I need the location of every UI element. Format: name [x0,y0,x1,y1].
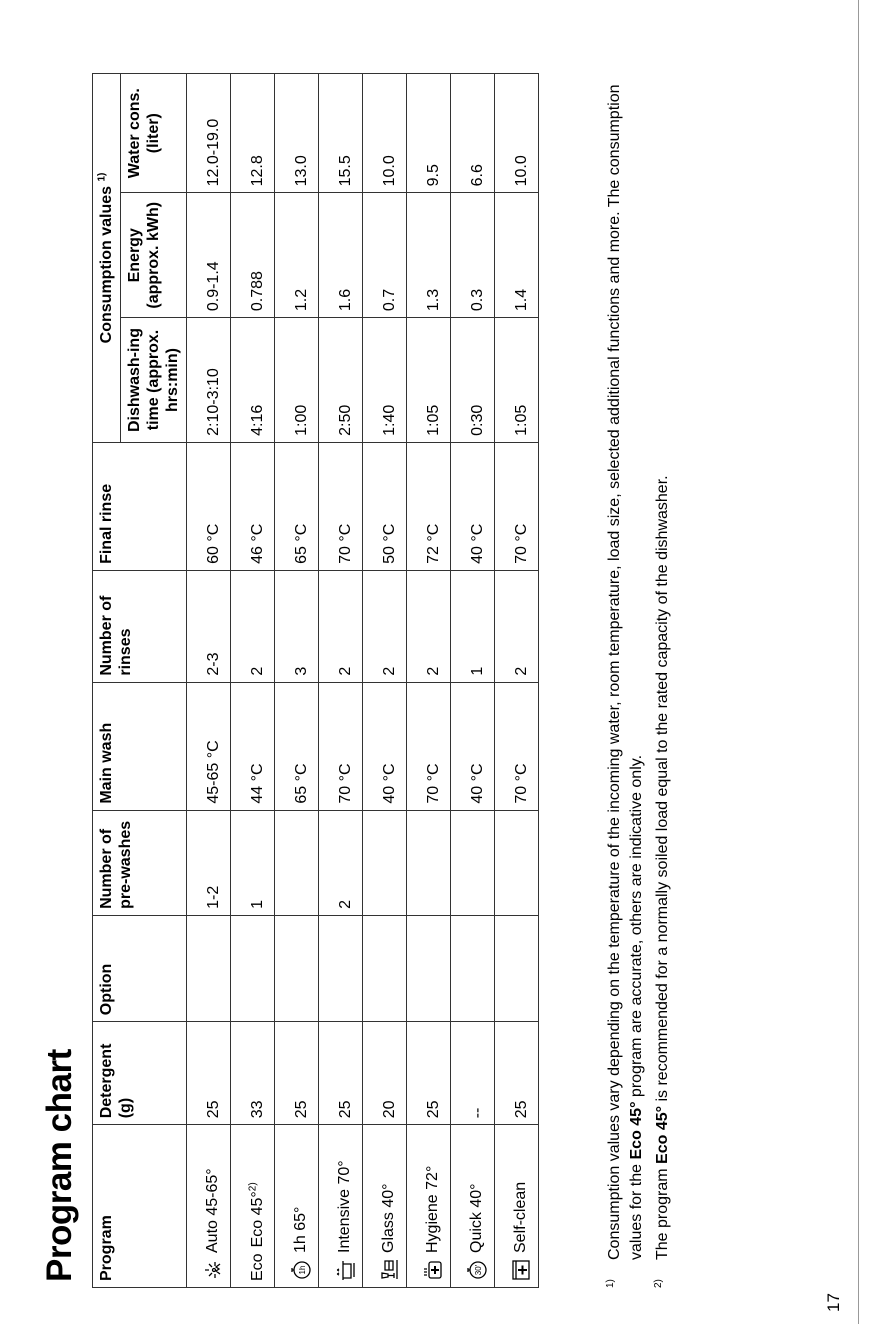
cell-main-wash: 44 °C [231,682,275,810]
table-row [275,74,319,1288]
cell-detergent: 25 [407,1022,451,1125]
eco-icon: Eco [248,1253,266,1281]
footnote-program-name: Eco 45° [628,1101,645,1160]
cell-main-wash: 70 °C [407,682,451,810]
cell-energy: 1.3 [407,193,451,318]
program-chart-table [92,73,539,1288]
cell-option [231,915,275,1021]
header-option: Option [93,915,187,1021]
header-final-rinse: Final rinse [93,442,187,570]
cell-option [363,915,407,1021]
cell-main-wash: 40 °C [363,682,407,810]
header-prewashes: Number of pre-washes [93,810,187,915]
header-detergent: Detergent (g) [93,1022,187,1125]
footnote-2 [652,48,674,1288]
cell-energy: 1.6 [319,193,363,318]
cell-final-rinse: 60 °C [187,442,231,570]
cell-main-wash: 40 °C [451,682,495,810]
cell-energy: 0.788 [231,193,275,318]
cell-time: 2:10-3:10 [187,318,231,443]
cell-water: 10.0 [495,74,539,193]
cell-program [187,1125,231,1288]
self-clean-program-icon [511,1259,531,1281]
cell-program [495,1125,539,1288]
page-divider [858,0,859,1324]
header-consumption-note: 1) [96,172,108,182]
footnote-mark: 2) [653,1279,664,1288]
cell-final-rinse: 72 °C [407,442,451,570]
cell-time: 1:00 [275,318,319,443]
svg-text:1h: 1h [298,1265,307,1275]
table-row [495,74,539,1288]
footnote-program-name: Eco 45° [654,1105,671,1164]
page-number: 17 [824,1293,843,1312]
cell-option [319,915,363,1021]
cell-prewashes [407,810,451,915]
footnote-text: The program [654,1163,671,1260]
cell-rinses: 2-3 [187,570,231,682]
header-consumption [93,74,121,443]
header-water: Water cons. (liter) [121,74,187,193]
table-row [319,74,363,1288]
header-consumption-label: Consumption values [98,185,115,344]
cell-water: 13.0 [275,74,319,193]
cell-time: 1:40 [363,318,407,443]
cell-water: 6.6 [451,74,495,193]
table-row [363,74,407,1288]
hygiene-program-icon [423,1259,443,1281]
footnote-1 [604,48,648,1288]
program-name: Auto 45-65° [204,1168,222,1253]
table-row [407,74,451,1288]
cell-time: 1:05 [495,318,539,443]
cell-water: 9.5 [407,74,451,193]
cell-time: 1:05 [407,318,451,443]
cell-option [275,915,319,1021]
cell-final-rinse: 70 °C [495,442,539,570]
cell-energy: 0.9-1.4 [187,193,231,318]
cell-time: 2:50 [319,318,363,443]
program-name: Self-clean [512,1181,530,1253]
cell-detergent: 25 [495,1022,539,1125]
auto-program-icon [203,1259,223,1281]
cell-prewashes [495,810,539,915]
cell-energy: 0.3 [451,193,495,318]
program-name: Hygiene 72° [424,1165,442,1253]
cell-program [363,1125,407,1288]
cell-rinses: 2 [319,570,363,682]
intensive-pot-icon [335,1259,355,1281]
cell-option [495,915,539,1021]
cell-final-rinse: 46 °C [231,442,275,570]
cell-water: 10.0 [363,74,407,193]
cell-main-wash: 70 °C [495,682,539,810]
cell-energy: 1.4 [495,193,539,318]
1h-program-icon [291,1259,311,1281]
glass-program-icon [379,1259,399,1281]
cell-detergent: 25 [319,1022,363,1125]
table-row [231,74,275,1288]
cell-prewashes: 1 [231,810,275,915]
cell-time: 0:30 [451,318,495,443]
cell-detergent: 20 [363,1022,407,1125]
program-name: Quick 40° [468,1183,486,1253]
program-rows [187,74,539,1288]
cell-rinses: 1 [451,570,495,682]
cell-water: 15.5 [319,74,363,193]
header-rinses: Number of rinses [93,570,187,682]
cell-time: 4:16 [231,318,275,443]
cell-program [407,1125,451,1288]
cell-prewashes [363,810,407,915]
quick-30-program-icon [467,1259,487,1281]
table-row [451,74,495,1288]
cell-program [231,1125,275,1288]
header-energy: Energy (approx. kWh) [121,193,187,318]
header-time: Dishwash-ing time (approx. hrs:min) [121,318,187,443]
cell-energy: 0.7 [363,193,407,318]
footnote-mark: 1) [605,1279,616,1288]
cell-program [275,1125,319,1288]
cell-prewashes [275,810,319,915]
cell-water: 12.0-19.0 [187,74,231,193]
page-title: Program chart [40,1049,79,1282]
cell-option [451,915,495,1021]
footnote-text: is recommended for a normally soiled load equal to the rated capacity of the dishwasher. [654,475,671,1106]
header-program: Program [93,1125,187,1288]
footnote-text: program are accurate, others are indicative only. [628,754,645,1102]
footnote-text: Consumption values vary depending on the temperature of the incoming water, room temperature, load size, selected additional functions and more. The consumption values for the [606,84,645,1260]
cell-main-wash: 65 °C [275,682,319,810]
program-name: Eco 45° [248,1191,266,1248]
cell-detergent: 33 [231,1022,275,1125]
cell-main-wash: 45-65 °C [187,682,231,810]
cell-final-rinse: 65 °C [275,442,319,570]
cell-water: 12.8 [231,74,275,193]
cell-rinses: 3 [275,570,319,682]
cell-prewashes: 1-2 [187,810,231,915]
table-row [187,74,231,1288]
cell-rinses: 2 [407,570,451,682]
program-name: 1h 65° [292,1206,310,1253]
cell-final-rinse: 40 °C [451,442,495,570]
cell-detergent: 25 [187,1022,231,1125]
cell-final-rinse: 70 °C [319,442,363,570]
header-main-wash: Main wash [93,682,187,810]
cell-option [407,915,451,1021]
cell-detergent: -- [451,1022,495,1125]
program-note: 2) [247,1182,259,1192]
cell-main-wash: 70 °C [319,682,363,810]
cell-rinses: 2 [231,570,275,682]
cell-energy: 1.2 [275,193,319,318]
cell-final-rinse: 50 °C [363,442,407,570]
cell-rinses: 2 [363,570,407,682]
cell-detergent: 25 [275,1022,319,1125]
cell-option [187,915,231,1021]
cell-program [319,1125,363,1288]
program-name: Intensive 70° [336,1160,354,1253]
footnotes [604,48,678,1288]
cell-prewashes: 2 [319,810,363,915]
program-name: Glass 40° [380,1183,398,1253]
cell-program [451,1125,495,1288]
cell-rinses: 2 [495,570,539,682]
svg-text:30': 30' [474,1264,483,1276]
cell-prewashes [451,810,495,915]
